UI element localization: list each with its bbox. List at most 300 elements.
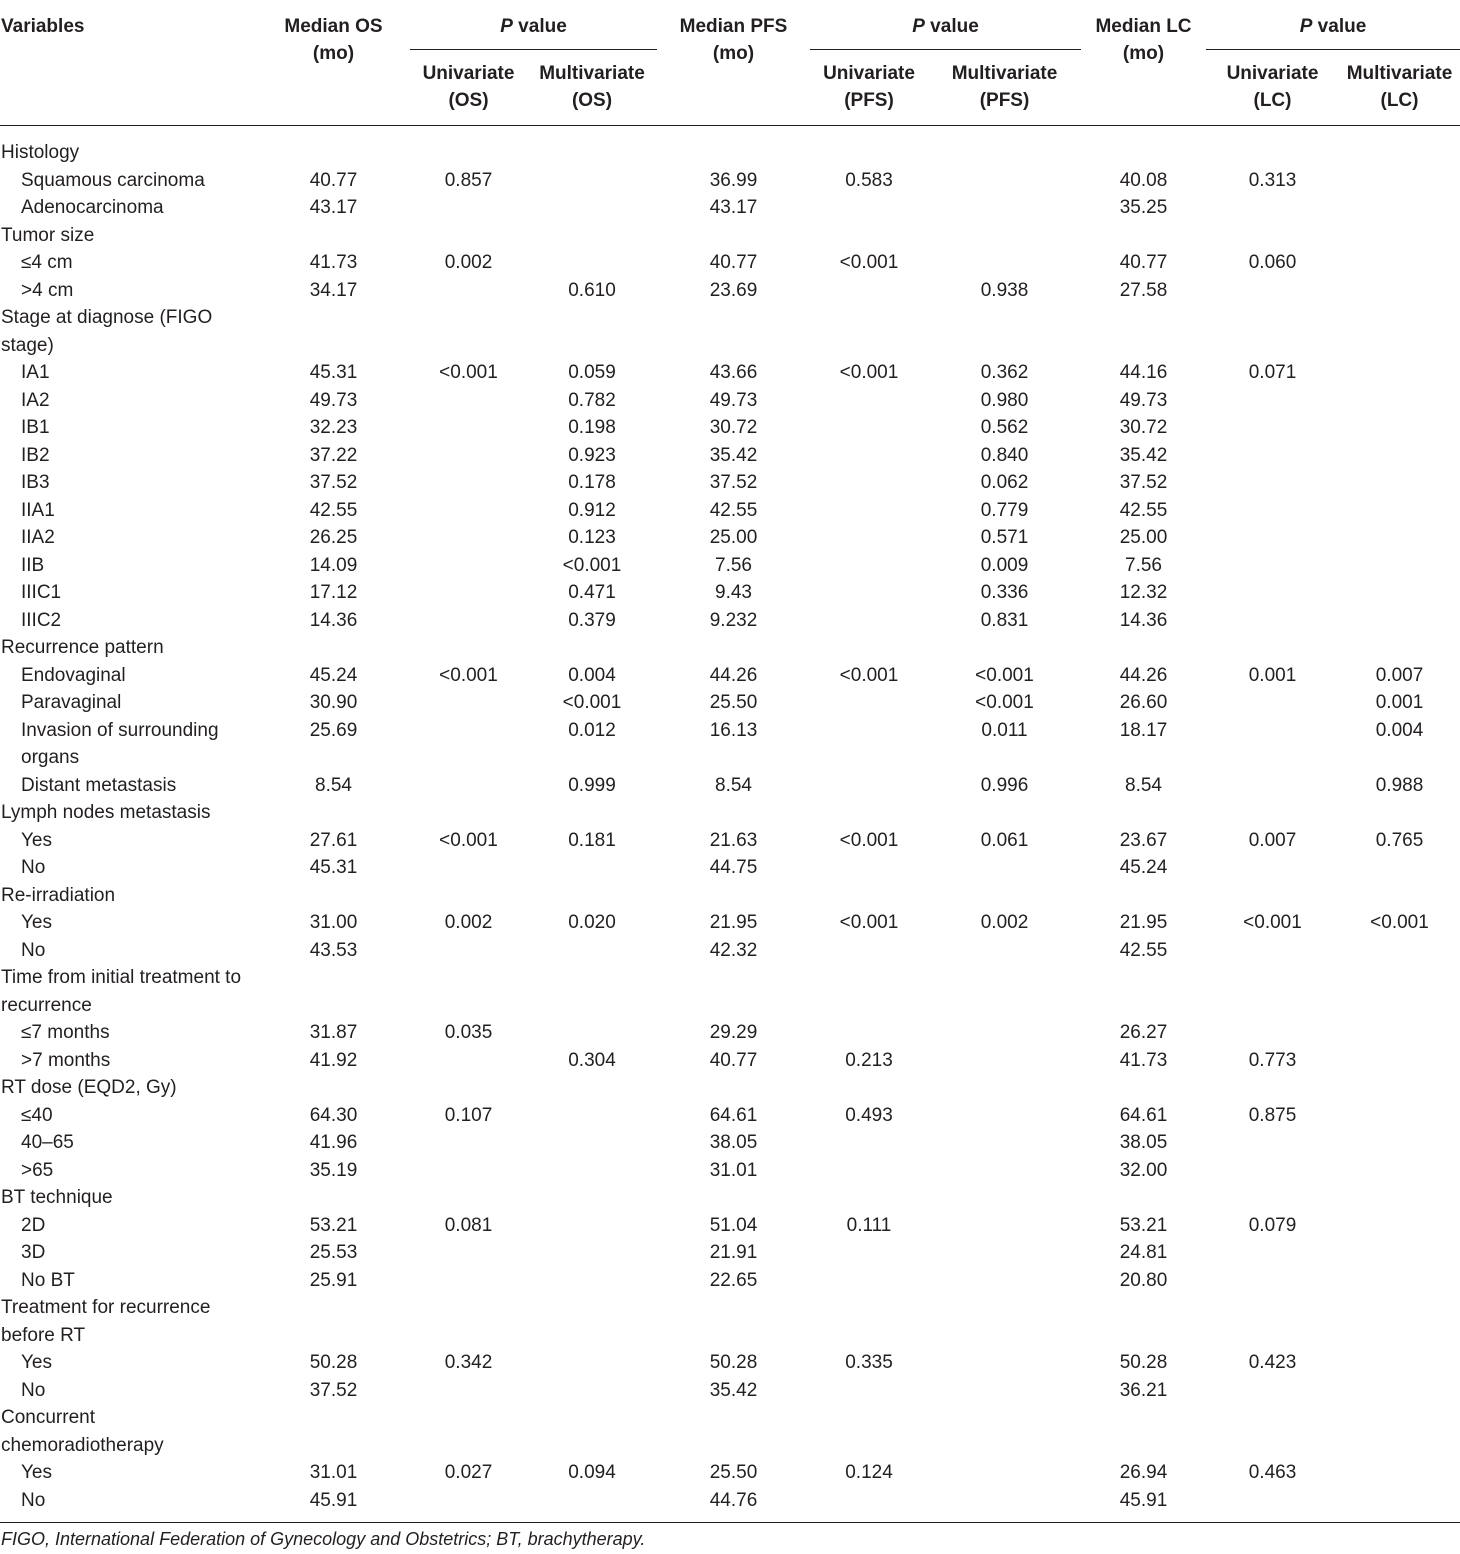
row-label: Invasion of surrounding organs	[21, 719, 219, 768]
table-cell: 49.73	[309, 389, 358, 411]
table-cell: 40.77	[709, 1049, 758, 1071]
table-cell: 45.24	[1119, 857, 1168, 878]
table-row	[0, 827, 1460, 855]
table-cell	[928, 854, 1081, 882]
table-cell: 12.32	[1119, 582, 1168, 603]
table-cell	[1339, 1102, 1460, 1130]
table-cell: 41.73	[309, 252, 358, 273]
table-cell	[410, 414, 527, 442]
header-multivariate-os: Multivariate (OS)	[539, 63, 645, 111]
empty-cell	[928, 1294, 1081, 1349]
table-cell: 0.059	[568, 362, 616, 383]
table-cell	[810, 194, 928, 222]
table-cell	[1206, 469, 1339, 497]
table-cell: 45.24	[309, 664, 358, 686]
table-cell	[527, 1487, 657, 1515]
empty-cell	[527, 1294, 657, 1349]
table-cell	[527, 1019, 657, 1047]
table-cell	[928, 1349, 1081, 1377]
table-cell: 44.75	[709, 857, 758, 878]
table-cell: 8.54	[315, 774, 352, 796]
header-variables: Variables	[1, 16, 85, 37]
table-cell: <0.001	[839, 362, 899, 383]
row-label: IB1	[21, 417, 50, 438]
table-cell	[928, 1019, 1081, 1047]
table-row	[0, 1019, 1460, 1047]
table-cell	[1206, 607, 1339, 635]
empty-cell	[527, 1404, 657, 1459]
table-cell: 0.002	[444, 912, 493, 933]
table-cell	[527, 167, 657, 195]
table-cell: 0.079	[1248, 1214, 1297, 1236]
row-label: Distant metastasis	[21, 774, 177, 796]
table-cell: 0.313	[1248, 169, 1297, 191]
table-cell	[1339, 1047, 1460, 1075]
table-cell: 0.988	[1375, 774, 1424, 796]
table-row	[0, 1129, 1460, 1157]
table-cell	[810, 1239, 928, 1267]
empty-cell	[1339, 964, 1460, 1019]
table-cell	[1339, 414, 1460, 442]
table-cell: 23.67	[1119, 829, 1168, 851]
table-cell	[1339, 607, 1460, 635]
table-cell: 0.996	[980, 774, 1029, 796]
table-cell	[810, 607, 928, 635]
table-cell: <0.001	[839, 252, 899, 273]
table-row	[0, 1349, 1460, 1377]
table-cell	[928, 249, 1081, 277]
category-label: Lymph nodes metastasis	[1, 802, 211, 823]
table-cell	[1339, 249, 1460, 277]
table-cell: 35.19	[309, 1159, 358, 1181]
empty-cell	[928, 222, 1081, 250]
table-cell	[1206, 772, 1339, 800]
table-cell	[1206, 937, 1339, 965]
table-cell: 0.004	[1375, 719, 1424, 741]
empty-cell	[928, 964, 1081, 1019]
empty-cell	[810, 882, 928, 910]
table-cell: 41.73	[1119, 1049, 1168, 1071]
table-cell	[928, 1047, 1081, 1075]
table-cell: 0.423	[1248, 1352, 1297, 1373]
empty-cell	[1081, 964, 1206, 1019]
row-label: IB3	[21, 472, 50, 493]
table-row	[0, 717, 1460, 772]
table-cell: 0.336	[980, 582, 1029, 603]
header-median-pfs: Median PFS (mo)	[679, 16, 788, 64]
table-cell	[810, 1019, 928, 1047]
table-row	[0, 249, 1460, 277]
table-cell	[1339, 359, 1460, 387]
table-cell: <0.001	[975, 692, 1034, 713]
empty-cell	[1339, 1074, 1460, 1102]
table-cell: <0.001	[439, 829, 498, 851]
empty-cell	[810, 1074, 928, 1102]
table-body	[0, 126, 1460, 1515]
category-label: Tumor size	[1, 224, 95, 246]
row-label: ≤7 months	[21, 1022, 110, 1043]
category-row	[0, 1074, 1460, 1102]
table-cell	[928, 1377, 1081, 1405]
table-cell: 31.00	[309, 912, 358, 933]
empty-cell	[657, 1184, 810, 1212]
empty-cell	[657, 882, 810, 910]
empty-cell	[410, 634, 527, 662]
category-row	[0, 799, 1460, 827]
empty-cell	[257, 1404, 410, 1459]
table-cell: 26.94	[1119, 1462, 1168, 1483]
empty-cell	[410, 1184, 527, 1212]
empty-cell	[257, 882, 410, 910]
table-cell	[1339, 854, 1460, 882]
row-label: Yes	[21, 1462, 52, 1483]
empty-cell	[1206, 304, 1339, 359]
table-cell	[527, 1157, 657, 1185]
table-cell: 30.72	[1119, 417, 1168, 438]
table-cell	[810, 689, 928, 717]
table-row	[0, 497, 1460, 525]
table-cell	[1206, 194, 1339, 222]
empty-cell	[810, 1294, 928, 1349]
category-label: Recurrence pattern	[1, 637, 164, 658]
table-cell: 0.107	[444, 1104, 493, 1126]
empty-cell	[657, 799, 810, 827]
table-cell: 31.01	[309, 1462, 358, 1483]
table-cell: 0.610	[568, 279, 616, 301]
table-cell: 27.58	[1119, 279, 1168, 301]
row-label: IIB	[21, 554, 45, 576]
empty-cell	[410, 1294, 527, 1349]
table-cell: 8.54	[715, 774, 752, 796]
table-cell: 0.011	[981, 719, 1028, 741]
table-cell	[410, 579, 527, 607]
table-cell	[1339, 1459, 1460, 1487]
table-row	[0, 1157, 1460, 1185]
table-cell	[410, 1157, 527, 1185]
table-cell: <0.001	[439, 664, 498, 686]
empty-cell	[410, 1404, 527, 1459]
table-cell: 29.29	[709, 1022, 758, 1043]
table-cell	[1206, 854, 1339, 882]
table-cell: 44.76	[709, 1489, 758, 1511]
table-cell	[410, 469, 527, 497]
table-cell: 0.379	[568, 609, 616, 631]
table-cell	[410, 524, 527, 552]
table-cell: 42.55	[309, 499, 358, 521]
row-label: IIA1	[21, 499, 55, 521]
table-cell	[1206, 579, 1339, 607]
table-cell: 26.60	[1119, 692, 1168, 713]
table-cell	[810, 717, 928, 772]
empty-cell	[928, 1184, 1081, 1212]
table-cell	[928, 1157, 1081, 1185]
table-cell: <0.001	[839, 664, 899, 686]
table-cell	[527, 854, 657, 882]
table-cell	[1206, 1239, 1339, 1267]
table-cell: 0.094	[568, 1462, 616, 1483]
header-p-value-lc: P value	[1206, 0, 1460, 50]
empty-cell	[410, 1074, 527, 1102]
empty-cell	[928, 634, 1081, 662]
table-cell	[810, 1267, 928, 1295]
row-label: IA2	[21, 389, 50, 411]
table-cell	[928, 1487, 1081, 1515]
empty-cell	[810, 126, 928, 167]
category-row	[0, 126, 1460, 167]
table-cell: 0.004	[568, 664, 616, 686]
table-cell: 0.912	[568, 499, 616, 521]
table-cell: 0.062	[980, 472, 1029, 493]
empty-cell	[1206, 1294, 1339, 1349]
header-univariate-pfs: Univariate (PFS)	[823, 63, 915, 111]
table-row	[0, 937, 1460, 965]
table-row	[0, 1239, 1460, 1267]
header-median-lc: Median LC (mo)	[1095, 16, 1192, 64]
empty-cell	[810, 964, 928, 1019]
table-cell	[527, 1129, 657, 1157]
table-cell: 7.56	[1125, 554, 1162, 576]
empty-cell	[810, 222, 928, 250]
table-row	[0, 524, 1460, 552]
empty-cell	[1339, 1294, 1460, 1349]
empty-cell	[810, 1184, 928, 1212]
table-cell: 37.52	[1119, 472, 1168, 493]
empty-cell	[1339, 1184, 1460, 1212]
table-cell: 42.55	[1119, 939, 1168, 961]
category-row	[0, 882, 1460, 910]
table-cell: 26.27	[1119, 1022, 1168, 1043]
table-cell: 18.17	[1119, 719, 1168, 741]
category-label: Re-irradiation	[1, 884, 116, 906]
table-cell: 0.773	[1248, 1049, 1297, 1071]
table-cell: 64.30	[309, 1104, 358, 1126]
row-label: No	[21, 939, 46, 961]
row-label: No	[21, 857, 46, 878]
table-header	[0, 0, 1460, 126]
table-cell	[410, 1129, 527, 1157]
table-cell: 0.857	[444, 169, 493, 191]
table-cell	[527, 1377, 657, 1405]
table-row	[0, 277, 1460, 305]
table-cell: 0.124	[845, 1462, 893, 1483]
table-cell: 0.471	[568, 582, 616, 603]
table-cell: 43.17	[309, 197, 358, 218]
table-cell: 0.198	[568, 417, 616, 438]
table-cell: 0.012	[568, 719, 616, 741]
table-cell	[410, 194, 527, 222]
table-cell	[810, 524, 928, 552]
table-cell: 0.831	[980, 609, 1029, 631]
table-cell	[410, 277, 527, 305]
table-cell: 30.90	[309, 692, 358, 713]
table-cell: 0.001	[1248, 664, 1297, 686]
table-row	[0, 552, 1460, 580]
row-label: No	[21, 1489, 46, 1511]
table-cell	[1339, 552, 1460, 580]
table-cell: 37.52	[709, 472, 758, 493]
table-cell: 0.304	[568, 1049, 616, 1071]
empty-cell	[1339, 882, 1460, 910]
table-cell	[410, 854, 527, 882]
table-cell	[810, 442, 928, 470]
table-cell	[410, 1377, 527, 1405]
table-cell: 7.56	[715, 554, 752, 576]
table-cell	[1339, 1267, 1460, 1295]
table-cell: 0.071	[1248, 362, 1297, 383]
table-cell: 0.583	[845, 169, 893, 191]
table-cell	[1206, 1487, 1339, 1515]
table-cell	[1339, 1377, 1460, 1405]
table-cell: 40.08	[1119, 169, 1168, 191]
header-multivariate-lc: Multivariate (LC)	[1346, 63, 1453, 111]
table-cell: 53.21	[1119, 1214, 1168, 1236]
table-cell: 35.42	[709, 1379, 758, 1401]
table-cell: <0.001	[439, 362, 498, 383]
row-label: >4 cm	[21, 279, 74, 301]
empty-cell	[1081, 1074, 1206, 1102]
table-cell: 24.81	[1119, 1242, 1168, 1263]
table-cell	[810, 469, 928, 497]
table-footnote: FIGO, International Federation of Gynecology and Obstetrics; BT, brachytherapy.	[1, 1529, 646, 1549]
table-cell: 0.001	[1375, 692, 1424, 713]
header-p-value-os: P value	[410, 0, 657, 50]
empty-cell	[527, 964, 657, 1019]
table-cell	[1206, 1129, 1339, 1157]
header-multivariate-pfs: Multivariate (PFS)	[951, 63, 1058, 111]
table-cell	[1339, 937, 1460, 965]
table-cell	[928, 1459, 1081, 1487]
row-label: 3D	[21, 1242, 46, 1263]
empty-cell	[527, 222, 657, 250]
table-cell: 0.002	[980, 912, 1029, 933]
empty-cell	[257, 1184, 410, 1212]
table-cell: 14.36	[309, 609, 358, 631]
empty-cell	[257, 126, 410, 167]
category-label: Time from initial treatment to recurrence	[1, 967, 242, 1016]
table-cell: 45.31	[309, 362, 358, 383]
empty-cell	[1081, 126, 1206, 167]
table-cell: 50.28	[709, 1352, 758, 1373]
empty-cell	[410, 222, 527, 250]
row-label: >65	[21, 1159, 54, 1181]
table-cell: 25.53	[309, 1242, 358, 1263]
table-row	[0, 607, 1460, 635]
category-row	[0, 1184, 1460, 1212]
table-cell: 51.04	[709, 1214, 758, 1236]
table-cell	[928, 1267, 1081, 1295]
table-row	[0, 1047, 1460, 1075]
empty-cell	[1206, 222, 1339, 250]
row-label: Yes	[21, 1352, 52, 1373]
table-cell: 45.91	[1119, 1489, 1168, 1511]
empty-cell	[1206, 634, 1339, 662]
empty-cell	[1081, 882, 1206, 910]
table-cell	[1206, 717, 1339, 772]
header-univariate-os: Univariate (OS)	[422, 63, 515, 111]
category-label: BT technique	[1, 1187, 113, 1208]
category-label: Histology	[1, 142, 80, 163]
table-cell: <0.001	[1243, 912, 1302, 933]
empty-cell	[1081, 1294, 1206, 1349]
empty-cell	[810, 799, 928, 827]
table-cell: 22.65	[709, 1269, 758, 1291]
empty-cell	[657, 1294, 810, 1349]
empty-cell	[810, 304, 928, 359]
table-cell: 8.54	[1125, 774, 1162, 796]
table-cell	[810, 1157, 928, 1185]
table-cell	[1339, 167, 1460, 195]
empty-cell	[257, 634, 410, 662]
table-cell	[810, 497, 928, 525]
table-cell	[410, 387, 527, 415]
table-row	[0, 1487, 1460, 1515]
row-label: 40–65	[21, 1132, 74, 1153]
table-cell: 41.92	[309, 1049, 358, 1071]
empty-cell	[257, 799, 410, 827]
table-cell: 0.342	[444, 1352, 493, 1373]
table-row	[0, 689, 1460, 717]
table-cell	[1339, 1157, 1460, 1185]
table-cell	[810, 854, 928, 882]
table-cell: 0.562	[980, 417, 1029, 438]
table-cell: 38.05	[709, 1132, 758, 1153]
table-cell: 50.28	[1119, 1352, 1168, 1373]
header-median-os: Median OS (mo)	[284, 16, 383, 64]
category-label: Treatment for recurrence before RT	[1, 1297, 211, 1346]
table-cell: 38.05	[1119, 1132, 1168, 1153]
table-cell	[810, 579, 928, 607]
table-cell: 41.96	[309, 1132, 358, 1153]
table-cell: 30.72	[709, 417, 758, 438]
table-cell: 32.23	[309, 417, 358, 438]
table-cell: 25.50	[709, 692, 758, 713]
table-cell: 17.12	[309, 582, 358, 603]
empty-cell	[928, 799, 1081, 827]
empty-cell	[1339, 304, 1460, 359]
table-cell	[527, 1212, 657, 1240]
row-label: Squamous carcinoma	[21, 169, 205, 191]
table-cell: 0.081	[444, 1214, 493, 1236]
table-cell: 64.61	[1119, 1104, 1168, 1126]
empty-cell	[928, 882, 1081, 910]
table-cell: 0.980	[980, 389, 1029, 411]
table-cell	[410, 717, 527, 772]
category-row	[0, 304, 1460, 359]
row-label: IB2	[21, 444, 50, 466]
empty-cell	[1206, 799, 1339, 827]
table-cell: 25.00	[1119, 527, 1168, 548]
table-cell: 0.335	[845, 1352, 893, 1373]
table-cell: 42.32	[709, 939, 758, 961]
empty-cell	[527, 799, 657, 827]
empty-cell	[527, 126, 657, 167]
empty-cell	[928, 304, 1081, 359]
table-row	[0, 414, 1460, 442]
table-cell: <0.001	[839, 912, 899, 933]
category-label: Concurrent chemoradiotherapy	[1, 1407, 164, 1456]
table-cell: 25.50	[709, 1462, 758, 1483]
table-cell	[1206, 689, 1339, 717]
table-cell: 37.52	[309, 472, 358, 493]
empty-cell	[928, 126, 1081, 167]
row-label: IIIC1	[21, 582, 62, 603]
empty-cell	[527, 882, 657, 910]
table-cell: 0.009	[980, 554, 1029, 576]
empty-cell	[657, 1404, 810, 1459]
table-cell	[1339, 1019, 1460, 1047]
table-cell	[928, 167, 1081, 195]
table-cell: 0.061	[980, 829, 1029, 851]
